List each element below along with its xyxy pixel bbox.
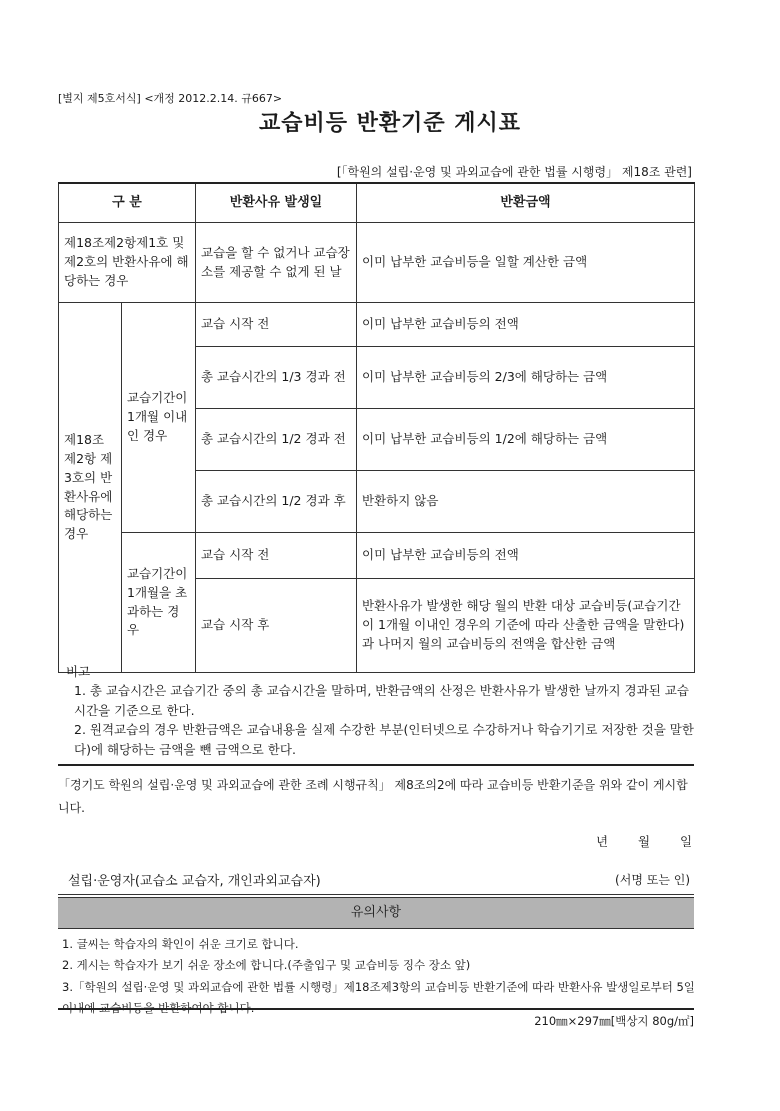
row1-category: 제18조제2항제1호 및 제2호의 반환사유에 해당하는 경우 xyxy=(59,223,196,303)
header-occurrence: 반환사유 발생일 xyxy=(196,183,357,223)
page-title: 교습비등 반환기준 게시표 xyxy=(258,111,522,136)
refund-table xyxy=(58,182,695,673)
sub1-amount: 이미 납부한 교습비등의 2/3에 해당하는 금액 xyxy=(357,347,695,409)
sub2-label: 교습기간이 1개월을 초과하는 경우 xyxy=(122,533,196,673)
sub2-amount: 이미 납부한 교습비등의 전액 xyxy=(357,533,695,579)
notes-title: 비고 xyxy=(66,664,91,679)
table-row xyxy=(59,223,695,303)
form-header: [별지 제5호서식] <개정 2012.2.14. 규667> xyxy=(58,92,283,105)
caution-item: 3.「학원의 설립·운영 및 과외교습에 관한 법률 시행령」제18조제3항의 교습비등 반환기준에 따라 반환사유 발생일로부터 5일 이내에 교습비등을 반환하여야 합니다. xyxy=(62,979,695,1015)
date-year: 년 xyxy=(596,834,609,849)
signature-label: (서명 또는 인) xyxy=(615,873,690,887)
caution-list xyxy=(62,934,698,1019)
sub1-occurrence: 총 교습시간의 1/2 경과 후 xyxy=(196,471,357,533)
declaration: 「경기도 학원의 설립·운영 및 과외교습에 관한 조례 시행규칙」 제8조의2에 따라 교습비등 반환기준을 위와 같이 게시합니다. xyxy=(58,778,688,815)
row1-occurrence: 교습을 할 수 없거나 교습장소를 제공할 수 없게 된 날 xyxy=(196,223,357,303)
sub1-amount: 이미 납부한 교습비등의 전액 xyxy=(357,303,695,347)
date-month: 월 xyxy=(638,834,651,849)
caution-item: 1. 글씨는 학습자의 확인이 쉬운 크기로 합니다. xyxy=(62,937,299,951)
note-item: 2. 원격교습의 경우 반환금액은 교습내용을 실제 수강한 부분(인터넷으로 수강하거나 학습기기로 저장한 것을 말한다)에 해당하는 금액을 뺀 금액으로 한다. xyxy=(74,722,694,757)
establisher-label: 설립·운영자(교습소 교습자, 개인과외교습자) xyxy=(68,874,321,889)
sub1-amount: 이미 납부한 교습비등의 1/2에 해당하는 금액 xyxy=(357,409,695,471)
date-day: 일 xyxy=(680,834,693,849)
header-category: 구 분 xyxy=(59,183,196,223)
paper-spec: 210㎜×297㎜[백상지 80g/㎡] xyxy=(534,1014,694,1028)
group-label: 제18조제2항 제3호의 반환사유에 해당하는 경우 xyxy=(59,303,122,673)
sub2-amount: 반환사유가 발생한 해당 월의 반환 대상 교습비등(교습기간이 1개월 이내인 경우의 기준에 따라 산출한 금액을 말한다)과 나머지 월의 교습비등의 전액을 합산한 금액 xyxy=(357,579,695,673)
footer-divider xyxy=(58,1008,694,1010)
sub1-occurrence: 총 교습시간의 1/3 경과 전 xyxy=(196,347,357,409)
caution-item: 2. 게시는 학습자가 보기 쉬운 장소에 합니다.(주출입구 및 교습비등 징수 장소 앞) xyxy=(62,958,471,973)
table-header-row xyxy=(59,183,695,223)
row1-amount: 이미 납부한 교습비등을 일할 계산한 금액 xyxy=(357,223,695,303)
sub1-occurrence: 교습 시작 전 xyxy=(196,303,357,347)
establisher-row xyxy=(58,866,694,895)
header-amount: 반환금액 xyxy=(357,183,695,223)
caution-title: 유의사항 xyxy=(58,897,694,929)
note-item: 1. 총 교습시간은 교습기간 중의 총 교습시간을 말하며, 반환금액의 산정은 반환사유가 발생한 날까지 경과된 교습시간을 기준으로 한다. xyxy=(74,683,689,718)
table-row xyxy=(59,303,695,347)
sub1-occurrence: 총 교습시간의 1/2 경과 전 xyxy=(196,409,357,471)
sub2-occurrence: 교습 시작 전 xyxy=(196,533,357,579)
sub1-amount: 반환하지 않음 xyxy=(357,471,695,533)
sub1-label: 교습기간이 1개월 이내인 경우 xyxy=(122,303,196,533)
notes-section xyxy=(58,662,694,766)
sub2-occurrence: 교습 시작 후 xyxy=(196,579,357,673)
table-row xyxy=(59,533,695,579)
legal-basis: [「학원의 설립·운영 및 과외교습에 관한 법률 시행령」 제18조 관련] xyxy=(336,165,692,179)
